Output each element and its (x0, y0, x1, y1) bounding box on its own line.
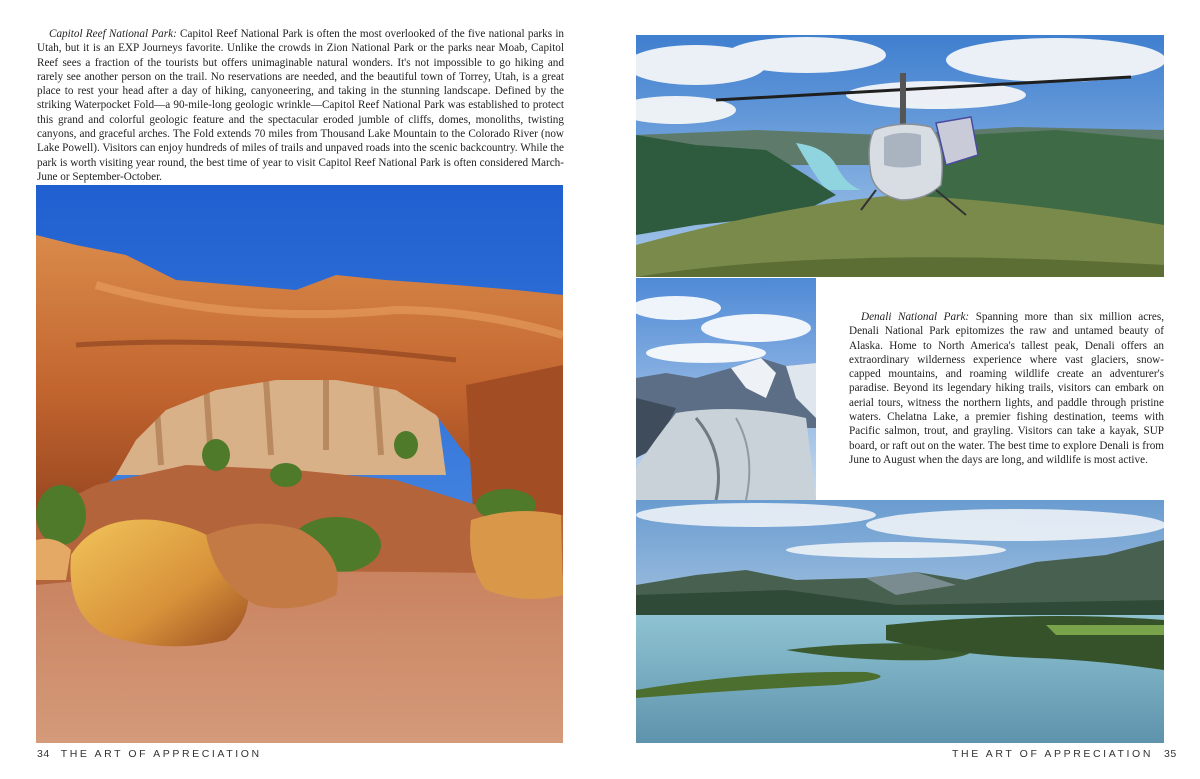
helicopter-mountain-photo (636, 35, 1164, 277)
article-body: Spanning more than six million acres, Denali National Park epitomizes the raw and untamed beauty of Alaska. Home to North America's tallest peak, Denali offers an extraordinary wilderness experience where vast glaciers, snow-capped mountains, and roaming wildlife create an adventurer's paradise. Beyond its legendary hiking trails, visitors can embark on aerial tours, witness the northern lights, and paddle through pristine waters. Chelatna Lake, a premier fishing destination, teems with Pacific salmon, trout, and grayling. Visitors can take a kayak, SUP board, or raft out on the water. The best time to explore Denali is from June to August when the days are long, and wildlife is most active. (849, 311, 1164, 466)
publication-title: THE ART OF APPRECIATION (60, 748, 262, 760)
article-lead: Capitol Reef National Park: (49, 28, 177, 40)
left-folio (37, 748, 262, 760)
helicopter-illustration (636, 35, 1164, 277)
capitol-reef-arch-photo (36, 185, 563, 743)
publication-title: THE ART OF APPRECIATION (952, 748, 1153, 760)
page-number: 34 (37, 748, 50, 760)
denali-article (849, 310, 1164, 467)
capitol-reef-article (37, 27, 564, 184)
right-page (600, 0, 1200, 779)
chelatna-lake-photo (636, 500, 1164, 743)
lake-illustration (636, 500, 1164, 743)
glacier-illustration (636, 278, 816, 500)
glacier-aerial-photo (636, 278, 816, 500)
page-number: 35 (1164, 748, 1177, 760)
article-lead: Denali National Park: (861, 311, 970, 323)
right-folio (952, 748, 1177, 760)
article-body: Capitol Reef National Park is often the most overlooked of the five national parks in Utah, but it is an EXP Journeys favorite. Unlike the crowds in Zion National Park or the parks near Moab, Capitol Reef sees a fraction of the tourists but offers unimaginable natural wonders. It's not impossible to go hiking and rarely see another person on the trail. No reservations are needed, and the beautiful town of Torrey, Utah, is a great place to rest your head after a day of hiking, canyoneering, and taking in the stunning landscape. Defined by the striking Waterpocket Fold—a 90-mile-long geologic wrinkle—Capitol Reef National Park was established to protect this grand and colorful geologic feature and the spectacular eroded jumble of cliffs, domes, monoliths, twisting canyons, and graceful arches. The Fold extends 70 miles from Thousand Lake Mountain to the Colorado River (now Lake Powell). Visitors can enjoy hundreds of miles of trails and unpaved roads into the scenic backcountry. While the park is worth visiting year round, the best time of year to visit Capitol Reef National Park is often considered March- June or September-October. (37, 28, 565, 183)
arch-illustration (36, 185, 563, 743)
